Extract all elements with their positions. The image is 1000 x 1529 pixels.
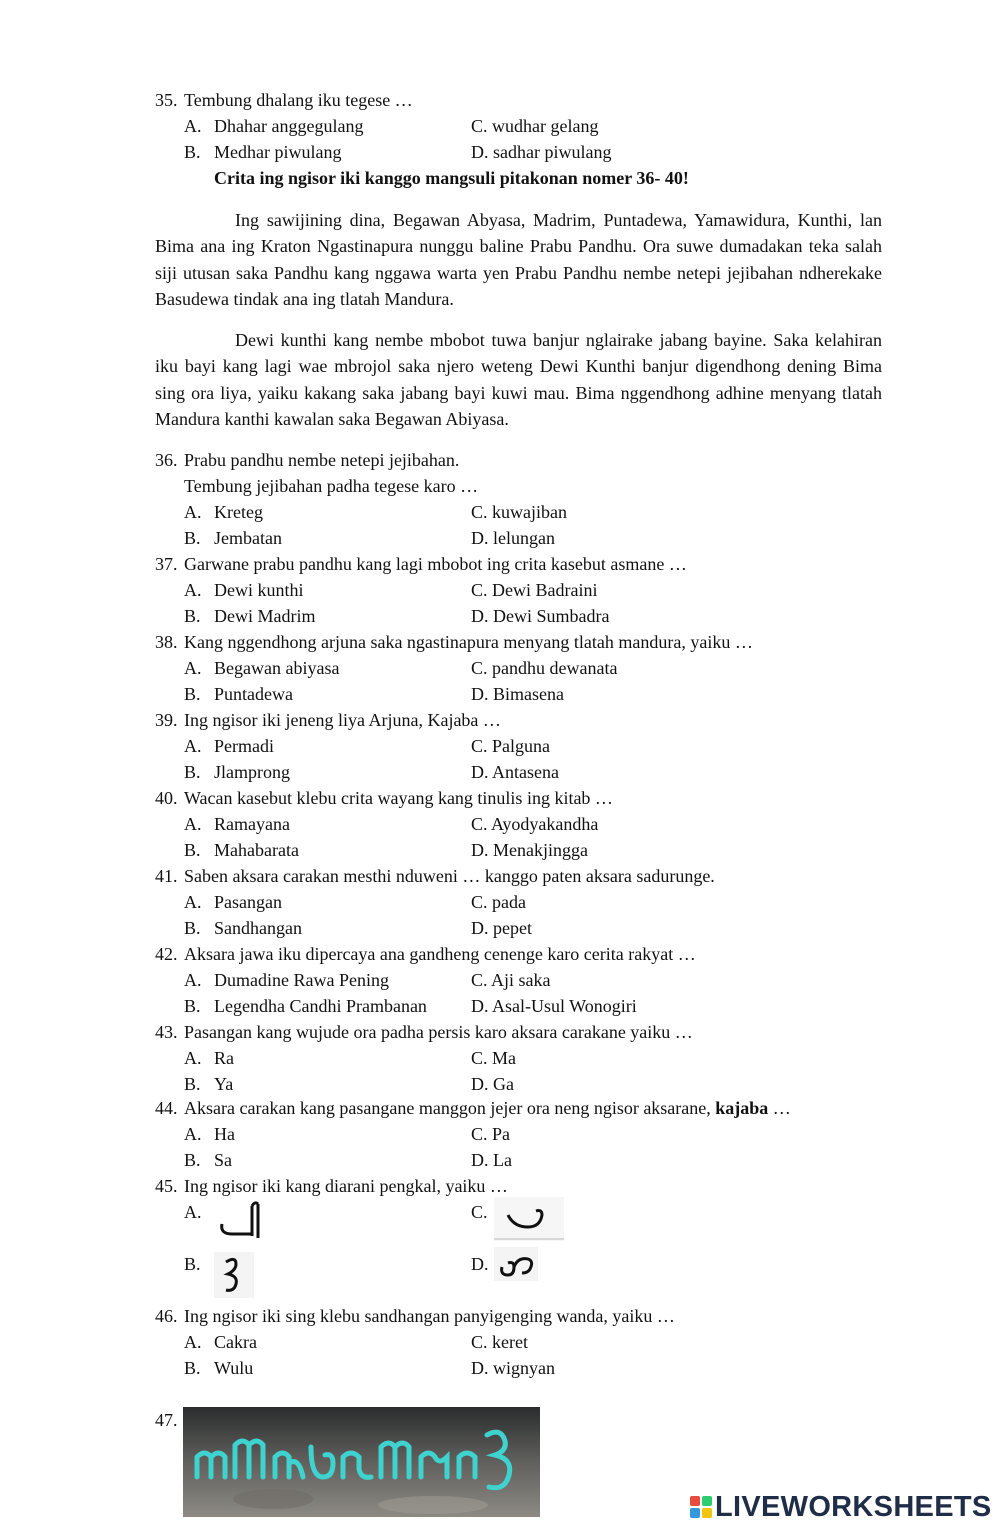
q44-option-b[interactable] [184, 1149, 232, 1171]
q44-text-end: … [768, 1098, 791, 1118]
q35-number: 35. [155, 90, 178, 110]
q43-number: 43. [155, 1022, 178, 1042]
q45-text: Ing ngisor iki kang diarani pengkal, yaiku … [184, 1176, 508, 1196]
option-letter: B. [184, 840, 201, 860]
q45-option-b-letter[interactable]: B. [184, 1254, 201, 1274]
option-letter: B. [184, 1074, 201, 1094]
option-letter: A. [184, 502, 202, 522]
q36-text: Prabu pandhu nembe netepi jejibahan. [184, 450, 460, 470]
q42-option-c[interactable]: C. Aji saka [471, 970, 551, 990]
q38-option-d[interactable]: D. Bimasena [471, 684, 564, 704]
option-text: Mahabarata [214, 840, 299, 860]
q45-option-a-glyph[interactable] [218, 1200, 266, 1244]
option-letter: A. [184, 658, 202, 678]
option-text: Legendha Candhi Prambanan [214, 996, 427, 1016]
q38-text: Kang nggendhong arjuna saka ngastinapura menyang tlatah mandura, yaiku … [184, 632, 753, 652]
q37-option-a[interactable] [184, 579, 304, 601]
q46-option-a[interactable] [184, 1331, 257, 1353]
q44-option-a[interactable] [184, 1123, 235, 1145]
option-letter: B. [184, 142, 201, 162]
q44-option-d[interactable]: D. La [471, 1150, 512, 1170]
q45-option-a-letter[interactable]: A. [184, 1202, 202, 1222]
option-letter: A. [184, 736, 202, 756]
q43-option-a[interactable] [184, 1047, 234, 1069]
q43-option-b[interactable] [184, 1073, 234, 1095]
q38-option-a[interactable] [184, 657, 340, 679]
q35-option-d[interactable]: D. sadhar piwulang [471, 142, 612, 162]
q46-option-c[interactable]: C. keret [471, 1332, 528, 1352]
q38-option-c[interactable]: C. pandhu dewanata [471, 658, 618, 678]
q41-option-b[interactable] [184, 917, 302, 939]
q45-option-d-letter[interactable]: D. [471, 1254, 489, 1274]
option-text: Dhahar anggegulang [214, 116, 364, 136]
q43-text: Pasangan kang wujude ora padha persis karo aksara carakane yaiku … [184, 1022, 693, 1042]
q44-number: 44. [155, 1098, 178, 1118]
q36-option-b[interactable] [184, 527, 282, 549]
q42-text: Aksara jawa iku dipercaya ana gandheng cenenge karo cerita rakyat … [184, 944, 696, 964]
option-text: Dumadine Rawa Pening [214, 970, 389, 990]
option-text: Puntadewa [214, 684, 293, 704]
option-text: Jlamprong [214, 762, 290, 782]
q39-text: Ing ngisor iki jeneng liya Arjuna, Kajaba … [184, 710, 501, 730]
option-letter: B. [184, 606, 201, 626]
liveworksheets-logo-text: LIVEWORKSHEETS [715, 1491, 992, 1523]
q46-option-d[interactable]: D. wignyan [471, 1358, 555, 1378]
option-text: Jembatan [214, 528, 282, 548]
q40-option-d[interactable]: D. Menakjingga [471, 840, 588, 860]
q44-option-c[interactable]: C. Pa [471, 1124, 511, 1144]
q39-option-d[interactable]: D. Antasena [471, 762, 559, 782]
q46-option-b[interactable] [184, 1357, 254, 1379]
option-letter: B. [184, 996, 201, 1016]
q40-option-a[interactable] [184, 813, 290, 835]
option-letter: A. [184, 1124, 202, 1144]
q41-option-a[interactable] [184, 891, 282, 913]
option-letter: B. [184, 684, 201, 704]
q40-text: Wacan kasebut klebu crita wayang kang tinulis ing kitab … [184, 788, 613, 808]
liveworksheets-logo-icon [690, 1496, 712, 1518]
option-letter: B. [184, 528, 201, 548]
q42-number: 42. [155, 944, 178, 964]
q47-javanese-script-image [183, 1407, 540, 1517]
q39-option-c[interactable]: C. Palguna [471, 736, 550, 756]
option-text: Dewi Madrim [214, 606, 316, 626]
q43-option-c[interactable]: C. Ma [471, 1048, 516, 1068]
q45-option-d-glyph[interactable] [494, 1247, 538, 1281]
q36-number: 36. [155, 450, 178, 470]
q45-option-b-glyph[interactable] [214, 1252, 254, 1298]
option-letter: A. [184, 116, 202, 136]
option-letter: A. [184, 892, 202, 912]
q41-number: 41. [155, 866, 178, 886]
option-letter: B. [184, 1150, 201, 1170]
q40-option-c[interactable]: C. Ayodyakandha [471, 814, 599, 834]
q46-text: Ing ngisor iki sing klebu sandhangan panyigenging wanda, yaiku … [184, 1306, 675, 1326]
q37-option-c[interactable]: C. Dewi Badraini [471, 580, 598, 600]
q37-option-b[interactable] [184, 605, 316, 627]
q42-option-d[interactable]: D. Asal-Usul Wonogiri [471, 996, 637, 1016]
option-text: Ha [214, 1124, 235, 1144]
option-letter: A. [184, 580, 202, 600]
q41-option-d[interactable]: D. pepet [471, 918, 532, 938]
q36-option-a[interactable] [184, 501, 263, 523]
q40-option-b[interactable] [184, 839, 299, 861]
q44-text-bold: kajaba [715, 1098, 769, 1118]
liveworksheets-logo [690, 1491, 992, 1524]
option-text: Permadi [214, 736, 274, 756]
option-letter: A. [184, 1332, 202, 1352]
q36-option-d[interactable]: D. lelungan [471, 528, 555, 548]
option-text: Ramayana [214, 814, 290, 834]
option-text: Wulu [214, 1358, 254, 1378]
q42-option-a[interactable] [184, 969, 389, 991]
option-text: Pasangan [214, 892, 282, 912]
q46-number: 46. [155, 1306, 178, 1326]
q45-option-c-letter[interactable]: C. [471, 1202, 488, 1222]
q35-option-c[interactable]: C. wudhar gelang [471, 116, 599, 136]
q37-option-d[interactable]: D. Dewi Sumbadra [471, 606, 610, 626]
option-text: Kreteg [214, 502, 263, 522]
q40-number: 40. [155, 788, 178, 808]
q44-text-main: Aksara carakan kang pasangane manggon jejer ora neng ngisor aksarane, [184, 1098, 716, 1118]
q38-number: 38. [155, 632, 178, 652]
q37-text: Garwane prabu pandhu kang lagi mbobot ing crita kasebut asmane … [184, 554, 687, 574]
story-paragraph-1: Ing sawijining dina, Begawan Abyasa, Madrim, Puntadewa, Yamawidura, Kunthi, lan Bima ana ing Kraton Ngastinapura nunggu baline Prabu Pandhu. Ora suwe dumadakan teka salah siji utusan saka Pandhu kang nggawa warta yen Prabu Pandhu nembe netepi jejibahan ndherekake Basudewa tindak ana ing tlatah Mandura. [155, 210, 882, 309]
option-text: Dewi kunthi [214, 580, 304, 600]
q35-option-b[interactable] [184, 141, 342, 163]
q42-option-b[interactable] [184, 995, 427, 1017]
q47-number: 47. [155, 1410, 178, 1430]
option-text: Begawan abiyasa [214, 658, 340, 678]
option-letter: B. [184, 1358, 201, 1378]
instruction-heading: Crita ing ngisor iki kanggo mangsuli pitakonan nomer 36- 40! [214, 168, 689, 188]
q38-option-b[interactable] [184, 683, 293, 705]
q35-text: Tembung dhalang iku tegese … [184, 90, 413, 110]
q43-option-d[interactable]: D. Ga [471, 1074, 514, 1094]
option-text: Ya [214, 1074, 234, 1094]
q44-text [184, 1097, 791, 1119]
q41-text: Saben aksara carakan mesthi nduweni … kanggo paten aksara sadurunge. [184, 866, 715, 886]
q36-option-c[interactable]: C. kuwajiban [471, 502, 567, 522]
option-text: Ra [214, 1048, 234, 1068]
story-paragraph-2: Dewi kunthi kang nembe mbobot tuwa banjur nglairake jabang bayine. Saka kelahiran iku bayi kang lagi wae mbrojol saka njero weteng Dewi Kunthi banjur digendhong dening Bima sing ora liya, yaiku kakang saka jabang bayi kuwi mau. Bima nggendhong adhine menyang tlatah Mandura kanthi kawalan saka Begawan Abiyasa. [155, 330, 882, 429]
option-text: Sandhangan [214, 918, 302, 938]
option-text: Medhar piwulang [214, 142, 342, 162]
option-letter: A. [184, 814, 202, 834]
option-text: Sa [214, 1150, 232, 1170]
option-text: Cakra [214, 1332, 257, 1352]
option-letter: A. [184, 1048, 202, 1068]
q45-option-c-glyph[interactable] [494, 1197, 564, 1241]
option-letter: A. [184, 970, 202, 990]
q45-number: 45. [155, 1176, 178, 1196]
q35-option-a[interactable] [184, 115, 364, 137]
option-letter: B. [184, 918, 201, 938]
q39-option-a[interactable] [184, 735, 274, 757]
q36-text-line2: Tembung jejibahan padha tegese karo … [184, 476, 479, 496]
q41-option-c[interactable]: C. pada [471, 892, 526, 912]
q39-number: 39. [155, 710, 178, 730]
q39-option-b[interactable] [184, 761, 290, 783]
q37-number: 37. [155, 554, 178, 574]
option-letter: B. [184, 762, 201, 782]
